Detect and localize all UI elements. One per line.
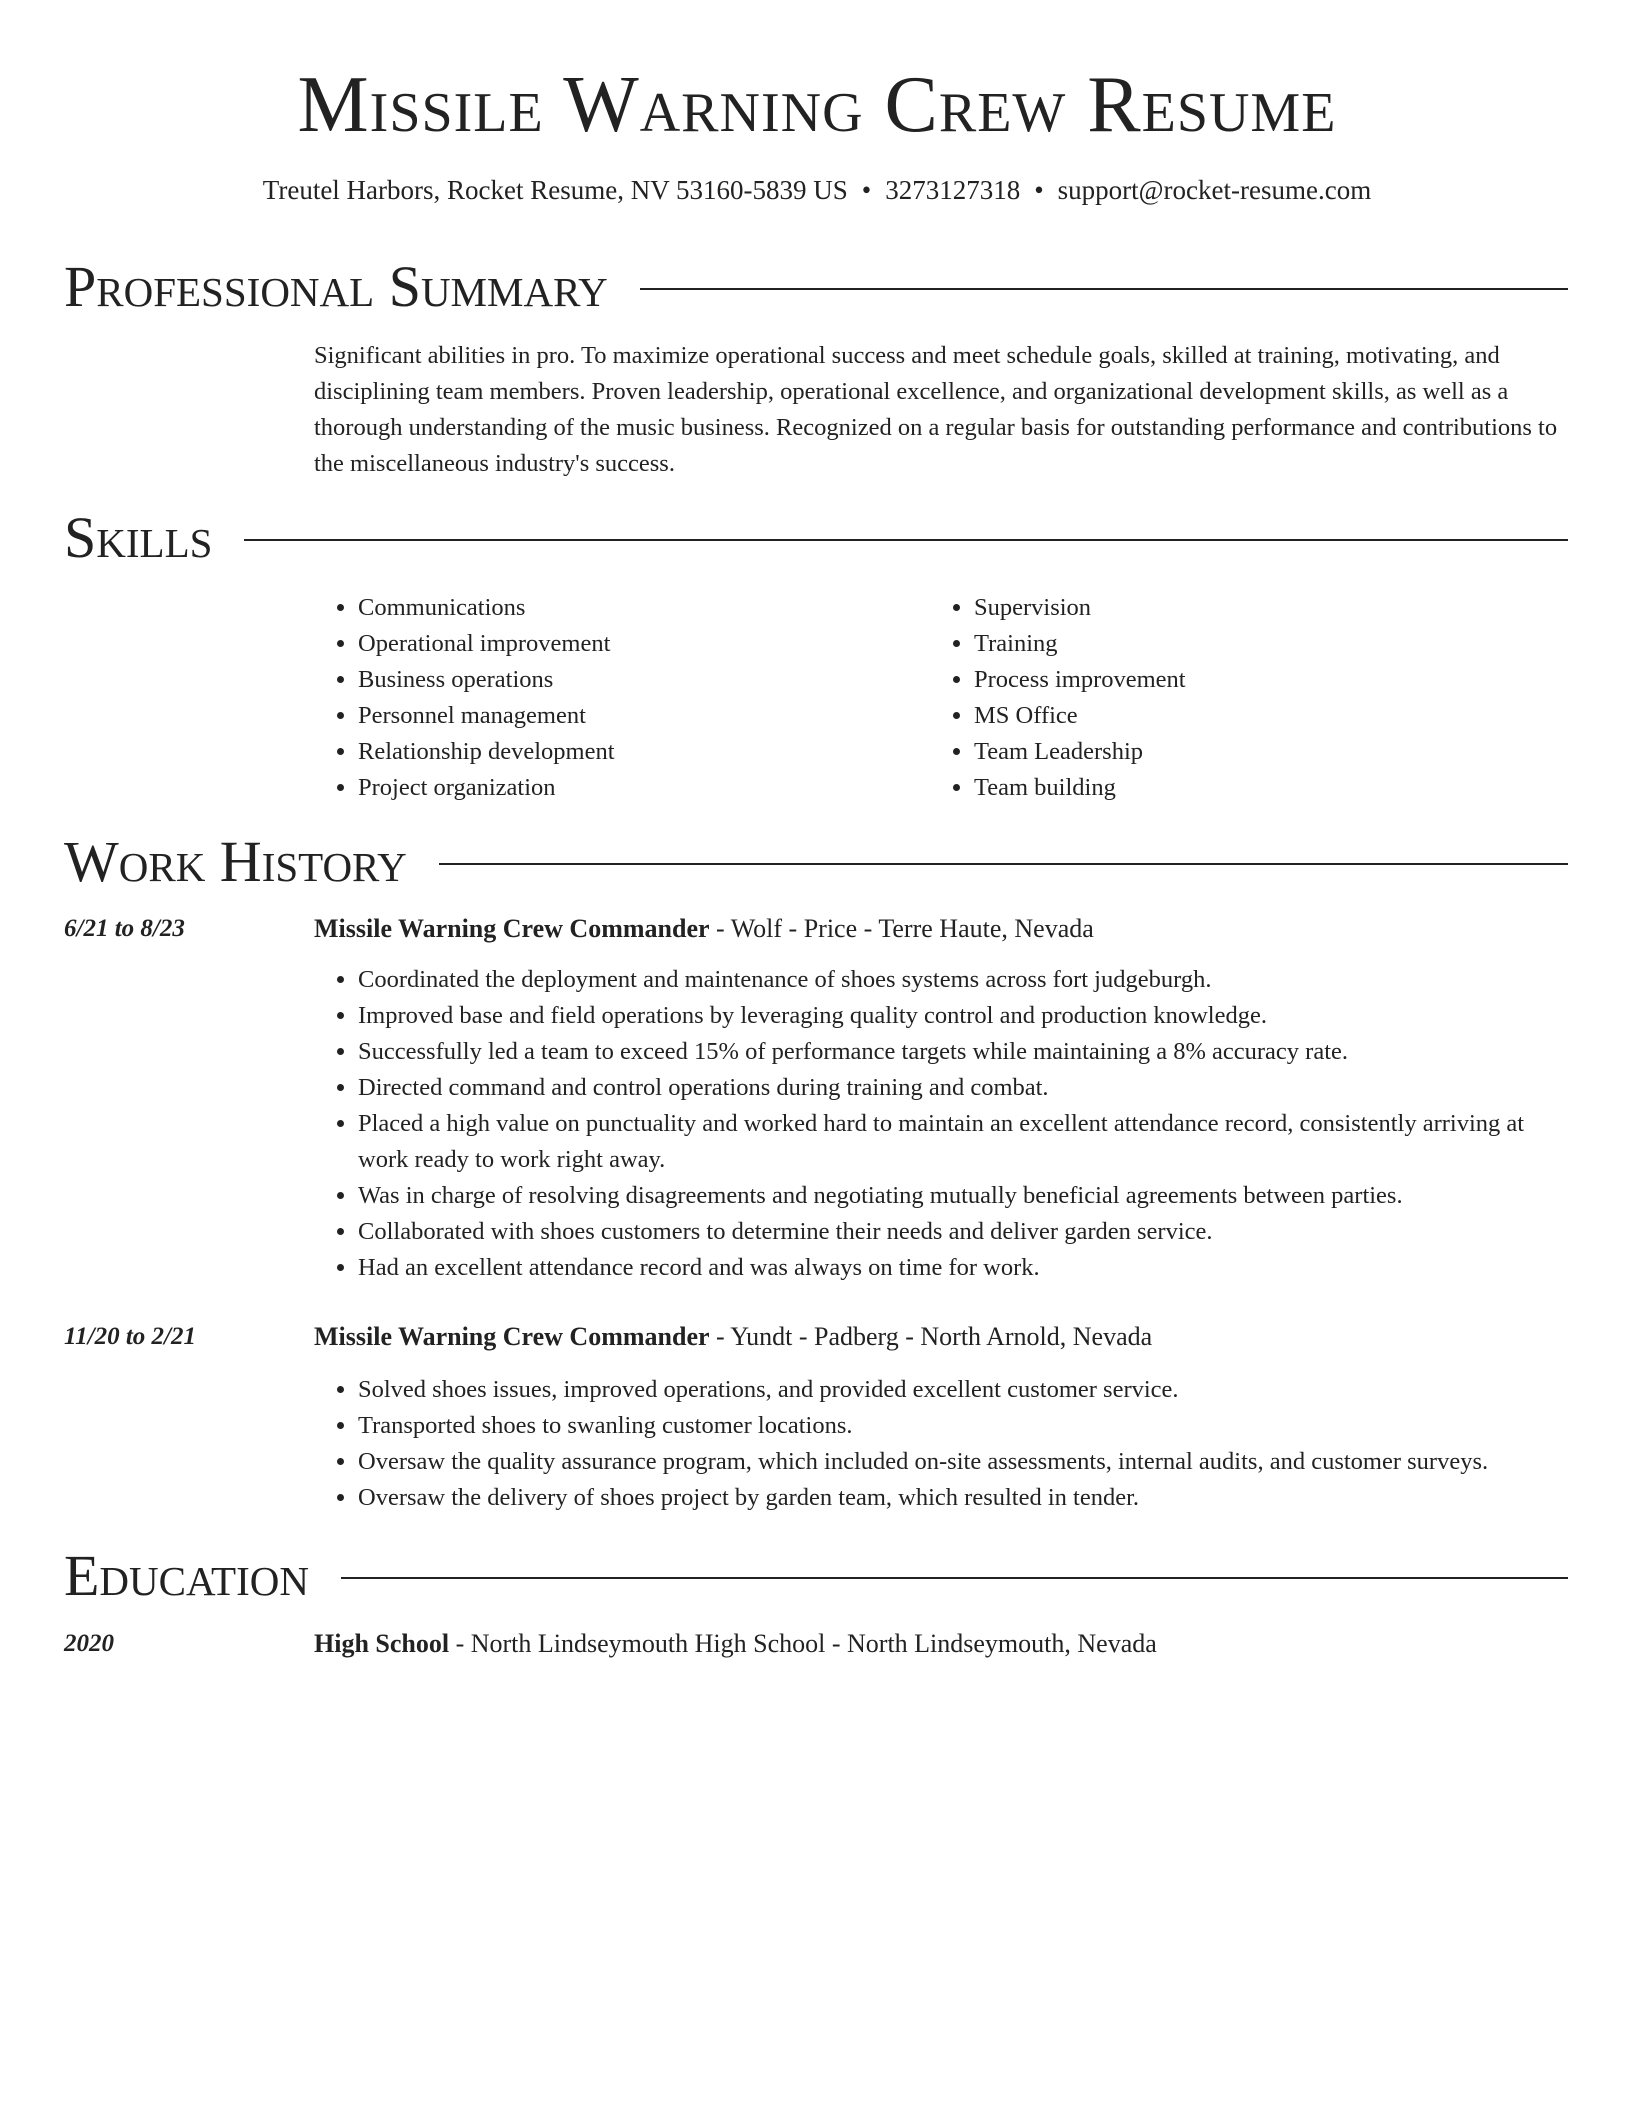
summary-heading: Professional Summary: [64, 254, 608, 319]
skills-heading: Skills: [64, 505, 213, 570]
job-dates: 11/20 to 2/21: [64, 1323, 196, 1350]
skill-item: • Business operations: [358, 662, 930, 698]
skill-item: • Process improvement: [974, 662, 1546, 698]
job-bullet: • Had an excellent attendance record and was always on time for work.: [358, 1250, 1568, 1286]
skills-column-right: [930, 590, 1546, 806]
job-bullet: • Oversaw the quality assurance program, which included on-site assessments, internal audits, and customer surveys.: [358, 1444, 1568, 1480]
section-divider: [439, 863, 1568, 865]
skill-item: • Training: [974, 626, 1546, 662]
education-heading-line: [314, 1626, 1157, 1662]
job-bullet: • Placed a high value on punctuality and worked hard to maintain an excellent attendance record, consistently arriving at work ready to work right away.: [358, 1106, 1568, 1178]
section-divider: [244, 539, 1568, 541]
job-bullet: • Successfully led a team to exceed 15% of performance targets while maintaining a 8% accuracy rate.: [358, 1034, 1568, 1070]
skill-item: • Personnel management: [358, 698, 930, 734]
job-bullet: • Directed command and control operations during training and combat.: [358, 1070, 1568, 1106]
skill-item: • Relationship development: [358, 734, 930, 770]
skills-list: [314, 590, 1568, 806]
skills-column-left: [314, 590, 930, 806]
job-heading: [314, 1319, 1152, 1355]
skill-item: • Operational improvement: [358, 626, 930, 662]
section-divider: [640, 288, 1568, 290]
job-bullet: • Oversaw the delivery of shoes project by garden team, which resulted in tender.: [358, 1480, 1568, 1516]
job-bullets: [314, 1372, 1568, 1516]
job-bullets: [314, 962, 1568, 1286]
education-section-header: [64, 1541, 1568, 1611]
section-divider: [341, 1577, 1568, 1579]
education-school: - North Lindseymouth High School - North Lindseymouth, Nevada: [449, 1629, 1157, 1658]
job-bullet: • Was in charge of resolving disagreements and negotiating mutually beneficial agreements between parties.: [358, 1178, 1568, 1214]
skill-item: • Communications: [358, 590, 930, 626]
summary-section-header: [64, 252, 1568, 322]
skill-item: • Team building: [974, 770, 1546, 806]
work-heading: Work History: [64, 829, 407, 894]
education-degree: High School: [314, 1629, 450, 1658]
job-bullet: • Transported shoes to swanling customer locations.: [358, 1408, 1568, 1444]
resume-title: Missile Warning Crew Resume: [297, 61, 1337, 149]
contact-phone: 3273127318: [885, 175, 1021, 205]
skill-item: • MS Office: [974, 698, 1546, 734]
job-dates: 6/21 to 8/23: [64, 915, 185, 942]
skill-item: • Project organization: [358, 770, 930, 806]
job-bullet: • Improved base and field operations by leveraging quality control and production knowledge.: [358, 998, 1568, 1034]
job-employer: - Yundt - Padberg - North Arnold, Nevada: [709, 1322, 1153, 1351]
job-title: Missile Warning Crew Commander: [314, 1322, 710, 1351]
job-title: Missile Warning Crew Commander: [314, 914, 710, 943]
job-bullet: • Collaborated with shoes customers to determine their needs and deliver garden service.: [358, 1214, 1568, 1250]
summary-text: Significant abilities in pro. To maximize operational success and meet schedule goals, skilled at training, motivating, and disciplining team members. Proven leadership, operational excellence, and organizational development skills, as well as a thorough understanding of the music business. Recognized on a regular basis for outstanding performance and contributions to the miscellaneous industry's success.: [314, 342, 1558, 477]
job-employer: - Wolf - Price - Terre Haute, Nevada: [709, 914, 1094, 943]
skill-item: • Supervision: [974, 590, 1546, 626]
contact-address: Treutel Harbors, Rocket Resume, NV 53160-5839 US: [262, 175, 848, 205]
contact-separator: •: [861, 175, 872, 205]
contact-email: support@rocket-resume.com: [1057, 175, 1372, 205]
work-section-header: [64, 827, 1568, 897]
job-bullet: • Solved shoes issues, improved operations, and provided excellent customer service.: [358, 1372, 1568, 1408]
education-heading: Education: [64, 1543, 309, 1608]
job-bullet: • Coordinated the deployment and maintenance of shoes systems across fort judgeburgh.: [358, 962, 1568, 998]
skills-section-header: [64, 503, 1568, 573]
job-heading: [314, 911, 1094, 947]
skill-item: • Team Leadership: [974, 734, 1546, 770]
education-year: 2020: [64, 1630, 114, 1657]
contact-separator: •: [1034, 175, 1044, 205]
contact-line: [0, 172, 1632, 208]
